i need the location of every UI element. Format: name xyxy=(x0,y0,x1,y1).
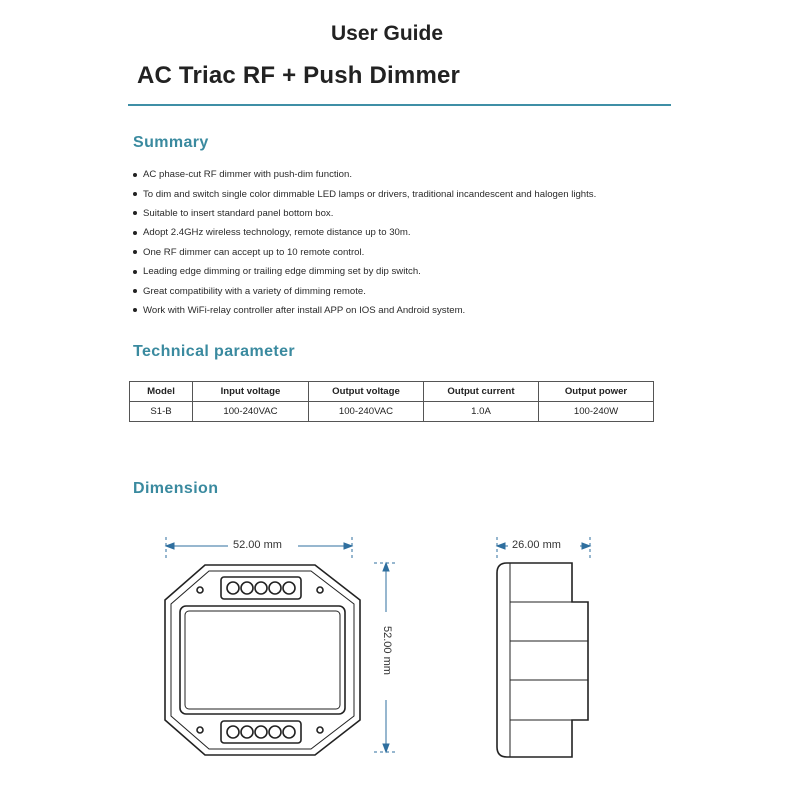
table-header-cell: Output power xyxy=(539,382,654,402)
terminal-screw-icon xyxy=(241,582,253,594)
technical-heading: Technical parameter xyxy=(133,343,296,360)
list-item: Work with WiFi-relay controller after install APP on IOS and Android system. xyxy=(133,301,596,320)
list-item: To dim and switch single color dimmable LED lamps or drivers, traditional incandescent and halogen lights. xyxy=(133,184,596,203)
terminal-screw-icon xyxy=(241,726,253,738)
arrow-icon xyxy=(383,563,389,571)
terminal-screw-icon xyxy=(283,582,295,594)
arrow-icon xyxy=(344,543,352,549)
terminal-screw-icon xyxy=(269,726,281,738)
mount-hole-icon xyxy=(317,727,323,733)
table-header-cell: Output current xyxy=(424,382,539,402)
table-cell: 100-240W xyxy=(539,402,654,422)
arrow-icon xyxy=(582,543,590,549)
arrow-icon xyxy=(383,744,389,752)
list-item: One RF dimmer can accept up to 10 remote control. xyxy=(133,243,596,262)
dimension-heading: Dimension xyxy=(133,480,219,497)
terminal-screw-icon xyxy=(227,726,239,738)
table-header-cell: Output voltage xyxy=(309,382,424,402)
side-depth-label: 26.00 mm xyxy=(512,539,561,551)
list-item: Leading edge dimming or trailing edge dimming set by dip switch. xyxy=(133,262,596,281)
list-item: Great compatibility with a variety of dimming remote. xyxy=(133,281,596,300)
terminal-screw-icon xyxy=(255,726,267,738)
front-width-label: 52.00 mm xyxy=(233,539,282,551)
list-item: Adopt 2.4GHz wireless technology, remote distance up to 30m. xyxy=(133,223,596,242)
front-view xyxy=(165,565,360,755)
table-cell: 100-240VAC xyxy=(309,402,424,422)
document-title: User Guide xyxy=(330,22,444,45)
arrow-icon xyxy=(166,543,174,549)
table-cell: S1-B xyxy=(130,402,193,422)
terminal-screw-icon xyxy=(227,582,239,594)
terminal-block-bottom xyxy=(221,721,301,743)
list-item: AC phase-cut RF dimmer with push-dim function. xyxy=(133,165,596,184)
list-item: Suitable to insert standard panel bottom box. xyxy=(133,204,596,223)
front-height-label: 52.00 mm xyxy=(381,626,393,675)
table-cell: 1.0A xyxy=(424,402,539,422)
side-view xyxy=(497,563,588,757)
mount-hole-icon xyxy=(317,587,323,593)
table-header-cell: Model xyxy=(130,382,193,402)
arrow-icon xyxy=(497,543,505,549)
terminal-block-top xyxy=(221,577,301,599)
front-panel-inner xyxy=(185,611,340,709)
front-panel xyxy=(180,606,345,714)
terminal-screw-icon xyxy=(255,582,267,594)
mount-hole-icon xyxy=(197,727,203,733)
table-cell: 100-240VAC xyxy=(193,402,309,422)
terminal-screw-icon xyxy=(283,726,295,738)
table-header-cell: Input voltage xyxy=(193,382,309,402)
product-title: AC Triac RF + Push Dimmer xyxy=(137,62,461,89)
side-outline xyxy=(497,563,588,757)
mount-hole-icon xyxy=(197,587,203,593)
terminal-screw-icon xyxy=(269,582,281,594)
front-inner-outline xyxy=(171,571,354,749)
summary-heading: Summary xyxy=(133,134,209,151)
